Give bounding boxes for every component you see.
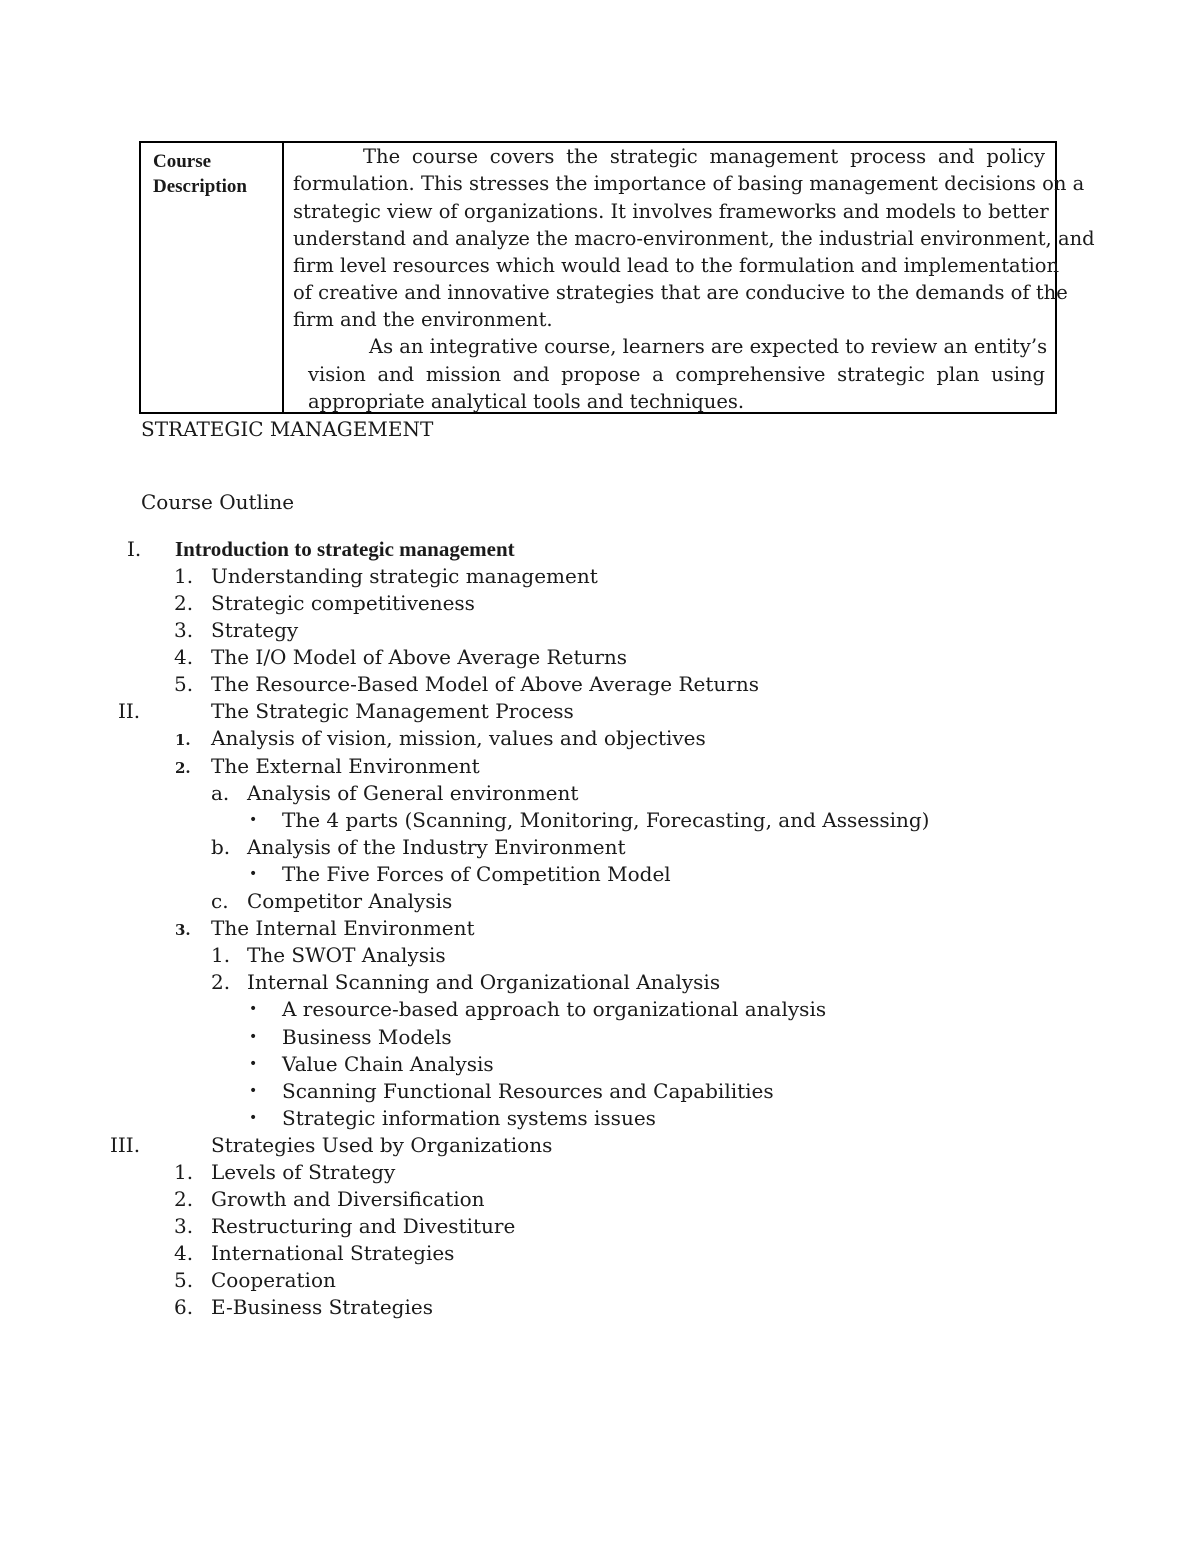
- bullet-marker: •: [249, 866, 258, 882]
- bullet-marker: •: [249, 812, 258, 828]
- outline-item: Growth and Diversification: [211, 1187, 485, 1211]
- outline-item: The Five Forces of Competition Model: [282, 862, 671, 886]
- outline-item: Value Chain Analysis: [282, 1052, 494, 1076]
- description-line: strategic view of organizations. It involves frameworks and models to better: [293, 200, 1049, 223]
- outline-heading: Course Outline: [141, 490, 295, 514]
- outline-marker: 3.: [174, 1214, 194, 1238]
- outline-item: Strategy: [211, 618, 299, 642]
- outline-item: The External Environment: [211, 754, 480, 778]
- outline-marker: 2.: [174, 1187, 194, 1211]
- bullet-marker: •: [249, 1029, 258, 1045]
- outline-item: The SWOT Analysis: [247, 943, 446, 967]
- bullet-marker: •: [249, 1056, 258, 1072]
- description-line: vision and mission and propose a comprehensive strategic plan using: [308, 363, 1045, 386]
- description-line: The course covers the strategic management process and policy: [363, 145, 1045, 168]
- outline-marker: 1.: [175, 731, 191, 749]
- outline-item: Internal Scanning and Organizational Analysis: [247, 970, 721, 994]
- outline-marker: 1.: [174, 564, 194, 588]
- bullet-marker: •: [249, 1001, 258, 1017]
- outline-marker: c.: [211, 889, 229, 913]
- outline-item: The Internal Environment: [211, 916, 475, 940]
- outline-item: Strategic competitiveness: [211, 591, 475, 615]
- outline-marker: 4.: [174, 645, 194, 669]
- outline-marker: 4.: [174, 1241, 194, 1265]
- outline-item: The I/O Model of Above Average Returns: [211, 645, 628, 669]
- outline-item: Analysis of the Industry Environment: [247, 835, 626, 859]
- outline-item: Strategic information systems issues: [282, 1106, 656, 1130]
- outline-item: The 4 parts (Scanning, Monitoring, Forecasting, and Assessing): [282, 808, 930, 832]
- description-line: appropriate analytical tools and techniques.: [308, 390, 745, 413]
- description-line: firm and the environment.: [293, 308, 553, 331]
- outline-section-title: The Strategic Management Process: [211, 699, 574, 723]
- bullet-marker: •: [249, 1110, 258, 1126]
- course-description-label: [153, 149, 247, 199]
- description-line: understand and analyze the macro-environment, the industrial environment, and: [293, 227, 1095, 250]
- outline-marker: 6.: [174, 1295, 194, 1319]
- label-line: Course: [153, 151, 212, 172]
- label-line: Description: [153, 176, 247, 197]
- description-line: of creative and innovative strategies that are conducive to the demands of the: [293, 281, 1068, 304]
- outline-marker: b.: [211, 835, 231, 859]
- outline-marker: 2.: [211, 970, 231, 994]
- description-line: formulation. This stresses the importance of basing management decisions on a: [293, 172, 1085, 195]
- outline-marker: 2.: [175, 759, 191, 777]
- outline-item: E-Business Strategies: [211, 1295, 433, 1319]
- outline-marker: 1.: [174, 1160, 194, 1184]
- outline-marker: I.: [127, 537, 142, 561]
- outline-marker: II.: [118, 699, 141, 723]
- outline-item: International Strategies: [211, 1241, 455, 1265]
- outline-item: Restructuring and Divestiture: [211, 1214, 516, 1238]
- outline-marker: III.: [110, 1133, 141, 1157]
- bullet-marker: •: [249, 1083, 258, 1099]
- table-divider: [282, 143, 284, 412]
- outline-marker: a.: [211, 781, 230, 805]
- document-title: STRATEGIC MANAGEMENT: [141, 417, 434, 441]
- outline-marker: 5.: [174, 1268, 194, 1292]
- outline-item: The Resource-Based Model of Above Average Returns: [211, 672, 759, 696]
- outline-marker: 2.: [174, 591, 194, 615]
- description-line: As an integrative course, learners are expected to review an entity’s: [369, 335, 1048, 358]
- outline-marker: 3.: [174, 618, 194, 642]
- outline-section-title: Strategies Used by Organizations: [211, 1133, 553, 1157]
- outline-section-title: Introduction to strategic management: [175, 537, 515, 561]
- outline-marker: 5.: [174, 672, 194, 696]
- outline-item: Cooperation: [211, 1268, 336, 1292]
- outline-item: A resource-based approach to organizational analysis: [282, 997, 827, 1021]
- description-line: firm level resources which would lead to the formulation and implementation: [293, 254, 1060, 277]
- outline-marker: 3.: [175, 921, 191, 939]
- outline-item: Levels of Strategy: [211, 1160, 396, 1184]
- outline-item: Analysis of vision, mission, values and objectives: [211, 726, 706, 750]
- outline-item: Understanding strategic management: [211, 564, 598, 588]
- outline-item: Business Models: [282, 1025, 452, 1049]
- outline-item: Analysis of General environment: [247, 781, 579, 805]
- outline-item: Competitor Analysis: [247, 889, 453, 913]
- outline-marker: 1.: [211, 943, 231, 967]
- outline-item: Scanning Functional Resources and Capabilities: [282, 1079, 774, 1103]
